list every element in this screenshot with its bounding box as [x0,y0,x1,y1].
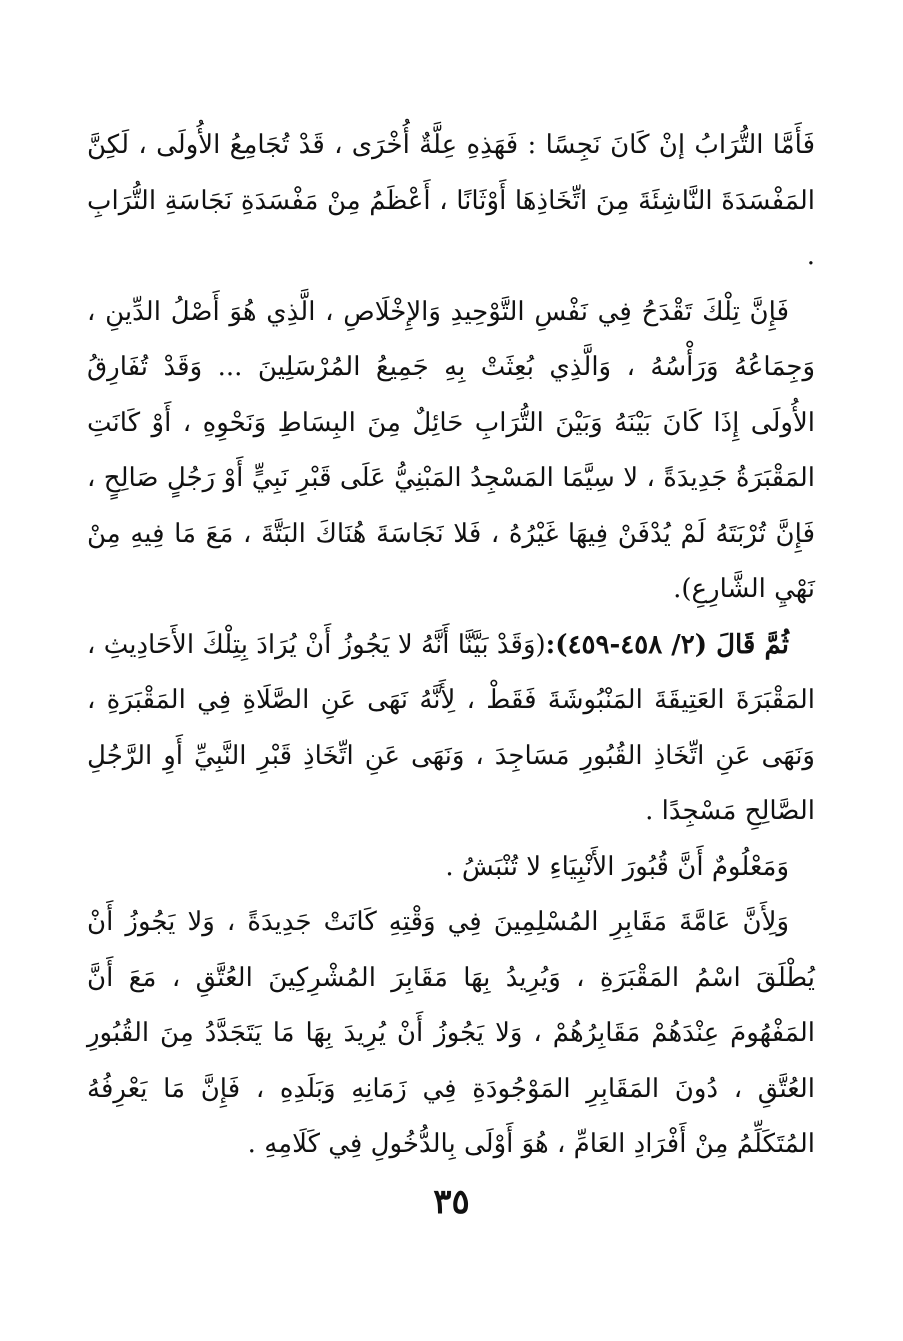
paragraph-3 [87,618,815,840]
paragraph-5 [87,895,815,1173]
paragraph-2 [87,285,815,618]
paragraph-4 [87,840,815,896]
paragraph-1-text: فَأَمَّا التُّرَابُ إنْ كَانَ نَجِسًا : فَهَذِهِ عِلَّةٌ أُخْرَى ، قَدْ تُجَامِعُ الأُولَى ، لَكِنَّ المَفْسَدَةَ النَّاشِئَةَ مِنَ اتِّخَاذِهَا أَوْثَانًا ، أَعْظَمُ مِنْ مَفْسَدَةِ نَجَاسَةِ التُّرَابِ . [87,130,815,271]
paragraph-4-text: وَمَعْلُومٌ أَنَّ قُبُورَ الأَنْبِيَاءِ لا تُنْبَشُ . [445,851,789,882]
paragraph-3-text: (وَقَدْ بَيَّنَّا أَنَّهُ لا يَجُوزُ أَنْ يُرَادَ بِتِلْكَ الأَحَادِيثِ ، المَقْبَرَةَ العَتِيقَةَ المَنْبُوشَةَ فَقَطْ ، لِأَنَّهُ نَهَى عَنِ الصَّلَاةِ فِي المَقْبَرَةِ ، وَنَهَى عَنِ اتِّخَاذِ القُبُورِ مَسَاجِدَ ، وَنَهَى عَنِ اتِّخَاذِ قَبْرِ النَّبِيِّ أَوِ الرَّجُلِ الصَّالِحِ مَسْجِدًا . [87,629,815,826]
paragraph-5-text: وَلِأَنَّ عَامَّةَ مَقَابِرِ المُسْلِمِينَ فِي وَقْتِهِ كَانَتْ جَدِيدَةً ، وَلا يَجُوزُ أَنْ يُطْلَقَ اسْمُ المَقْبَرَةِ ، وَيُرِيدُ بِهَا مَقَابِرَ المُشْرِكِينَ العُتَّقِ ، مَعَ أَنَّ المَفْهُومَ عِنْدَهُمْ مَقَابِرُهُمْ ، وَلا يَجُوزُ أَنْ يُرِيدَ بِهَا مَا يَتَجَدَّدُ مِنَ القُبُورِ العُتَّقِ ، دُونَ المَقَابِرِ المَوْجُودَةِ فِي زَمَانِهِ وَبَلَدِهِ ، فَإِنَّ مَا يَعْرِفُهُ المُتَكَلِّمُ مِنْ أَفْرَادِ العَامِّ ، هُوَ أَوْلَى بِالدُّخُولِ فِي كَلَامِهِ . [87,907,815,1159]
paragraph-2-text: فَإِنَّ تِلْكَ تَقْدَحُ فِي نَفْسِ التَّوْحِيدِ وَالإِخْلَاصِ ، الَّذِي هُوَ أَصْلُ الدِّينِ ، وَجِمَاعُهُ وَرَأْسُهُ ، وَالَّذِي بُعِثَتْ بِهِ جَمِيعُ المُرْسَلِينَ ... وَقَدْ تُفَارِقُ الأُولَى إِذَا كَانَ بَيْنَهُ وَبَيْنَ التُّرَابِ حَائِلٌ مِنَ البِسَاطِ وَنَحْوِهِ ، أَوْ كَانَتِ المَقْبَرَةُ جَدِيدَةً ، لا سِيَّمَا المَسْجِدُ المَبْنِيُّ عَلَى قَبْرِ نَبِيٍّ أَوْ رَجُلٍ صَالِحٍ ، فَإِنَّ تُرْبَتَهُ لَمْ يُدْفَنْ فِيهَا غَيْرُهُ ، فَلا نَجَاسَةَ هُنَاكَ البَتَّةَ ، مَعَ مَا فِيهِ مِنْ نَهْيِ الشَّارِعِ). [87,296,815,604]
paragraph-3-lead: ثُمَّ قَالَ (٢/ ٤٥٨-٤٥٩): [545,629,789,660]
paragraph-1 [87,118,815,285]
page-number: ٣٥ [433,1182,470,1222]
body-text [87,118,815,1173]
